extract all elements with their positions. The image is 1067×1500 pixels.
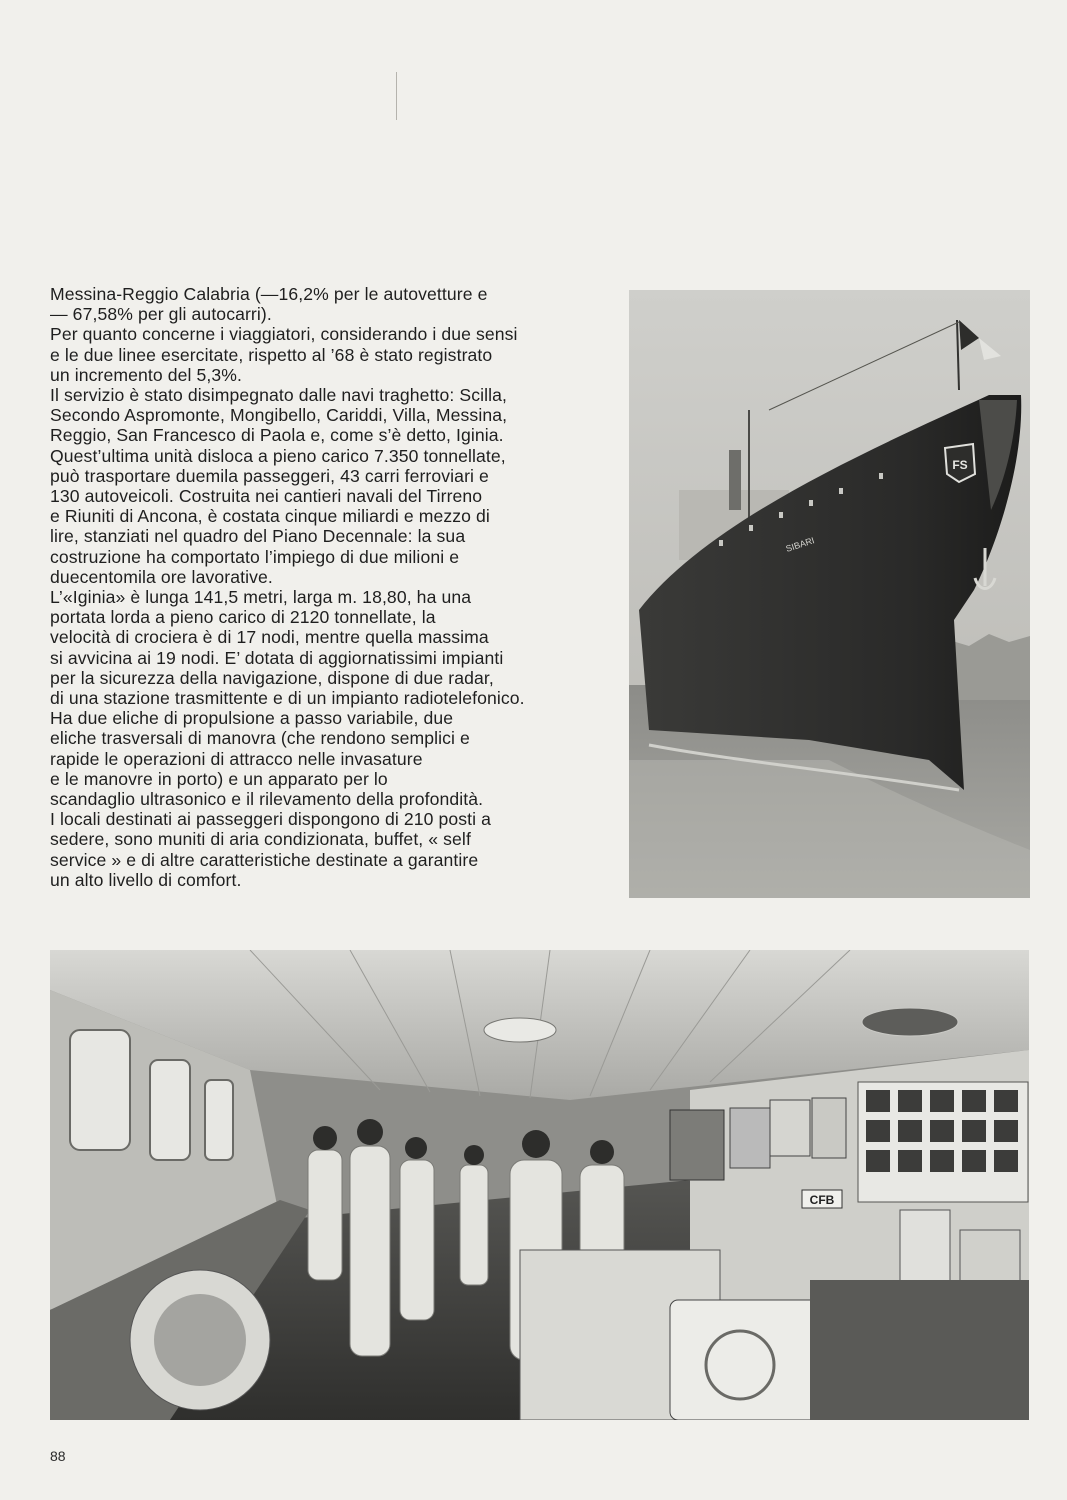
text-line: — 67,58% per gli autocarri).	[50, 304, 272, 325]
text-line: portata lorda a pieno carico di 2120 tonnellate, la	[50, 607, 436, 628]
text-line: di una stazione trasmittente e di un impianto radiotelefonico.	[50, 688, 525, 709]
text-line: lire, stanziati nel quadro del Piano Decennale: la sua	[50, 526, 466, 547]
text-line: eliche trasversali di manovra (che rendono semplici e	[50, 728, 470, 749]
text-line: service » e di altre caratteristiche destinate a garantire	[50, 849, 479, 870]
cfb-sign: CFB	[809, 1193, 835, 1207]
text-line: un alto livello di comfort.	[50, 869, 242, 890]
text-line: e le manovre in porto) e un apparato per lo	[50, 768, 388, 789]
ship-photo-drawing	[629, 290, 1030, 898]
text-line: Il servizio è stato disimpegnato dalle navi traghetto: Scilla,	[50, 385, 508, 406]
text-line: Secondo Aspromonte, Mongibello, Cariddi, Villa, Messina,	[50, 405, 508, 426]
hull-emblem: FS	[952, 458, 968, 472]
text-line: sedere, sono muniti di aria condizionata, buffet, « self	[50, 829, 471, 850]
text-line: velocità di crociera è di 17 nodi, mentre quella massima	[50, 627, 489, 648]
text-line: può trasportare duemila passeggeri, 43 carri ferroviari e	[50, 465, 489, 486]
text-line: duecentomila ore lavorative.	[50, 566, 273, 587]
text-line: rapide le operazioni di attracco nelle invasature	[50, 748, 423, 769]
text-line: 130 autoveicoli. Costruita nei cantieri navali del Tirreno	[50, 486, 483, 507]
text-line: per la sicurezza della navigazione, dispone di due radar,	[50, 667, 494, 688]
article-text	[50, 284, 590, 890]
text-line: scandaglio ultrasonico e il rilevamento della profondità.	[50, 789, 484, 810]
bridge-photo-drawing	[50, 950, 1029, 1420]
hull-name: SIBARI	[784, 535, 816, 554]
text-line: un incremento del 5,3%.	[50, 364, 243, 385]
text-line: I locali destinati ai passeggeri dispongono di 210 posti a	[50, 809, 492, 830]
text-line: Messina-Reggio Calabria (—16,2% per le autovetture e	[50, 284, 488, 304]
text-line: L’«Iginia» è lunga 141,5 metri, larga m. 18,80, ha una	[50, 587, 472, 608]
page-number: 88	[50, 1448, 66, 1464]
bridge-photo	[50, 950, 1029, 1420]
text-line: Per quanto concerne i viaggiatori, considerando i due sensi	[50, 324, 518, 345]
crease-mark	[396, 72, 397, 120]
text-line: Reggio, San Francesco di Paola e, come s’è detto, Iginia.	[50, 425, 504, 446]
text-line: si avvicina ai 19 nodi. E’ dotata di aggiornatissimi impianti	[50, 647, 504, 668]
text-line: Quest’ultima unità disloca a pieno carico 7.350 tonnellate,	[50, 445, 506, 466]
ship-photo	[629, 290, 1030, 898]
text-line: e Riuniti di Ancona, è costata cinque miliardi e mezzo di	[50, 506, 490, 527]
text-line: costruzione ha comportato l’impiego di due milioni e	[50, 546, 460, 567]
text-line: Ha due eliche di propulsione a passo variabile, due	[50, 708, 454, 729]
text-line: e le due linee esercitate, rispetto al ’68 è stato registrato	[50, 344, 493, 365]
